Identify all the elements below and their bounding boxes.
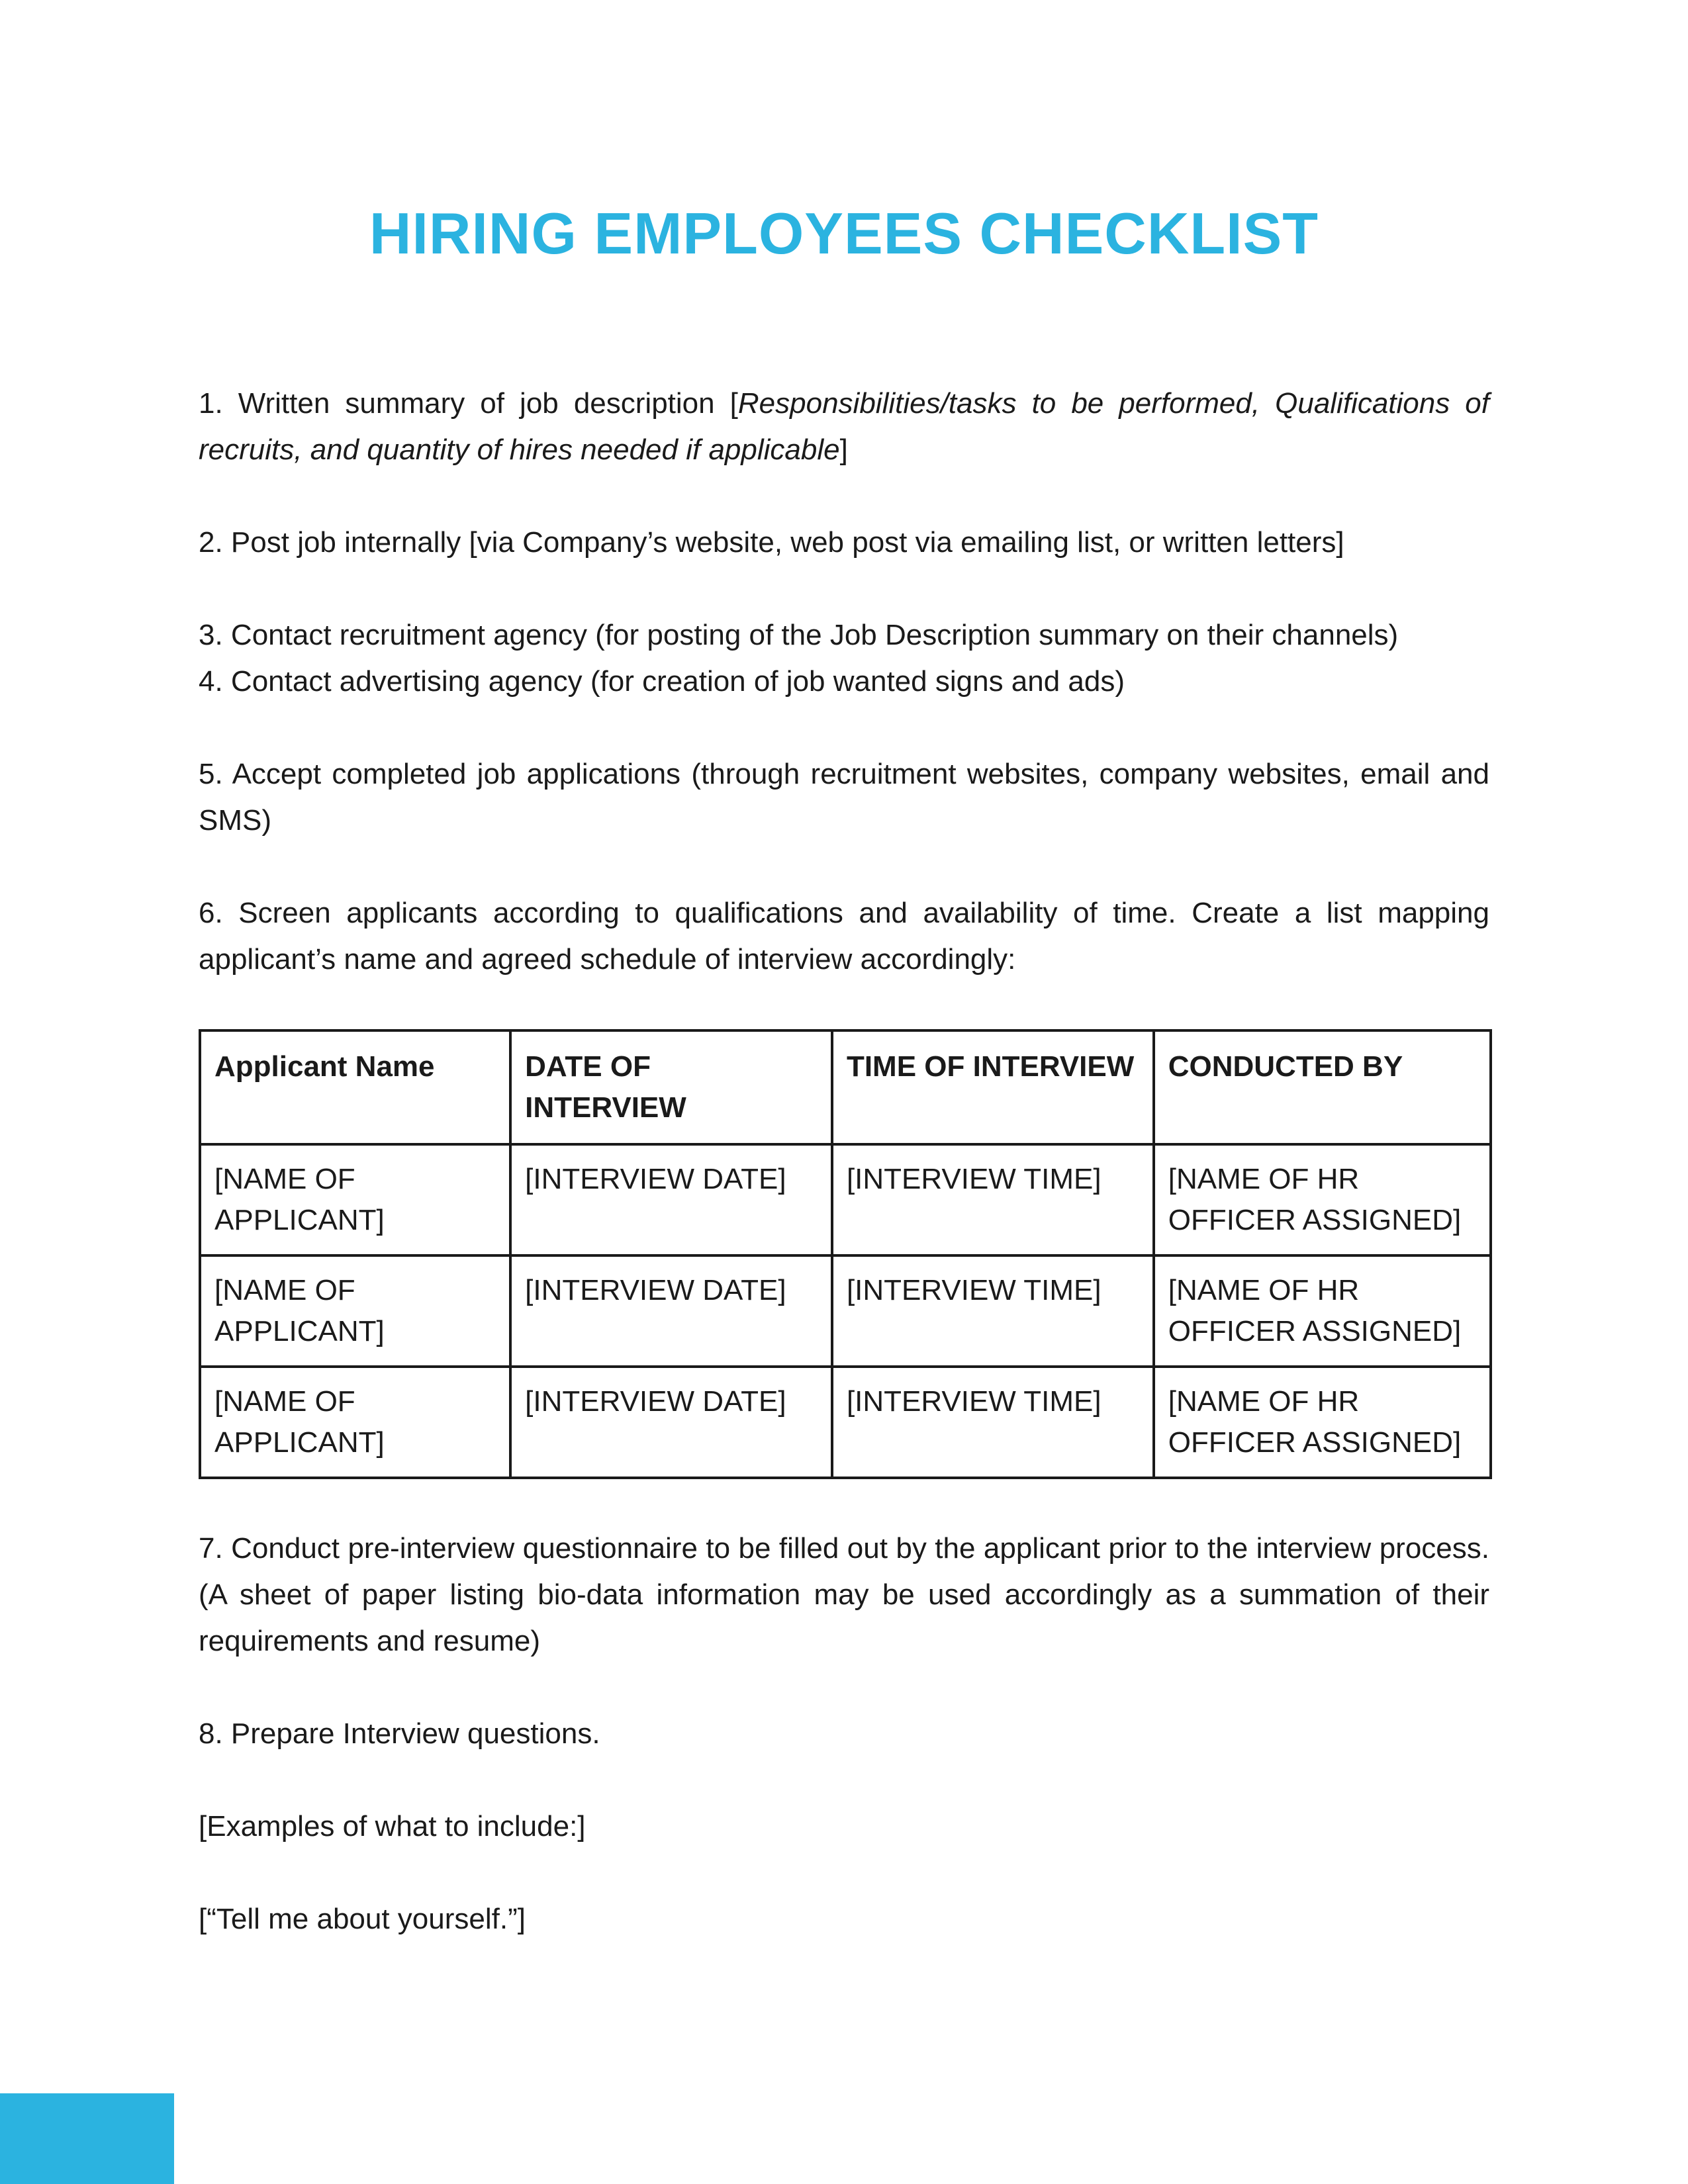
checklist-body (199, 381, 1489, 1989)
checklist-item-7: 7. Conduct pre-interview questionnaire to be filled out by the applicant prior to the interview process. (A sheet of paper listing bio-data information may be used accordingly as a summation of their requirements and resume) (199, 1532, 1489, 1657)
checklist-item-6: 6. Screen applicants according to qualifications and availability of time. Create a list mapping applicant’s name and agreed schedule of interview accordingly: (199, 897, 1489, 976)
example-question-1: [“Tell me about yourself.”] (199, 1903, 526, 1935)
checklist-item-5: 5. Accept completed job applications (through recruitment websites, company websites, email and SMS) (199, 758, 1489, 837)
table-row (200, 1144, 1491, 1255)
table-header-row (200, 1030, 1491, 1144)
cell-interview-date: [INTERVIEW DATE] (510, 1255, 832, 1367)
examples-heading: [Examples of what to include:] (199, 1810, 586, 1843)
checklist-item-2: 2. Post job internally [via Company’s website, web post via emailing list, or written letters] (199, 526, 1344, 559)
cell-interview-time: [INTERVIEW TIME] (832, 1255, 1154, 1367)
item-1-closing-bracket: ] (839, 433, 848, 466)
cell-conducted-by: [NAME OF HR OFFICER ASSIGNED] (1154, 1144, 1491, 1255)
cell-interview-date: [INTERVIEW DATE] (510, 1367, 832, 1478)
cell-interview-date: [INTERVIEW DATE] (510, 1144, 832, 1255)
item-1-italic-text: Responsibilities/tasks to be performed, Qualifications of recruits, and quantity of hires needed if applicable (199, 387, 1489, 466)
page-title: HIRING EMPLOYEES CHECKLIST (369, 201, 1319, 266)
cell-interview-time: [INTERVIEW TIME] (832, 1367, 1154, 1478)
table-row (200, 1255, 1491, 1367)
header-date-of-interview: DATE OF INTERVIEW (510, 1030, 832, 1144)
checklist-item-1 (199, 381, 1489, 473)
cell-applicant-name: [NAME OF APPLICANT] (200, 1255, 510, 1367)
header-time-of-interview: TIME OF INTERVIEW (832, 1030, 1154, 1144)
checklist-item-3: 3. Contact recruitment agency (for posting of the Job Description summary on their channels) (199, 619, 1399, 651)
header-applicant-name: Applicant Name (200, 1030, 510, 1144)
item-1-text: 1. Written summary of job description [ (199, 387, 738, 420)
interview-schedule-table-wrapper (199, 1029, 1489, 1479)
cell-conducted-by: [NAME OF HR OFFICER ASSIGNED] (1154, 1367, 1491, 1478)
cell-interview-time: [INTERVIEW TIME] (832, 1144, 1154, 1255)
cell-conducted-by: [NAME OF HR OFFICER ASSIGNED] (1154, 1255, 1491, 1367)
checklist-item-8: 8. Prepare Interview questions. (199, 1717, 600, 1750)
header-conducted-by: CONDUCTED BY (1154, 1030, 1491, 1144)
cell-applicant-name: [NAME OF APPLICANT] (200, 1367, 510, 1478)
accent-corner-block (0, 2093, 174, 2184)
table-row (200, 1367, 1491, 1478)
cell-applicant-name: [NAME OF APPLICANT] (200, 1144, 510, 1255)
interview-schedule-table (199, 1029, 1492, 1479)
checklist-item-4: 4. Contact advertising agency (for creation of job wanted signs and ads) (199, 665, 1125, 698)
